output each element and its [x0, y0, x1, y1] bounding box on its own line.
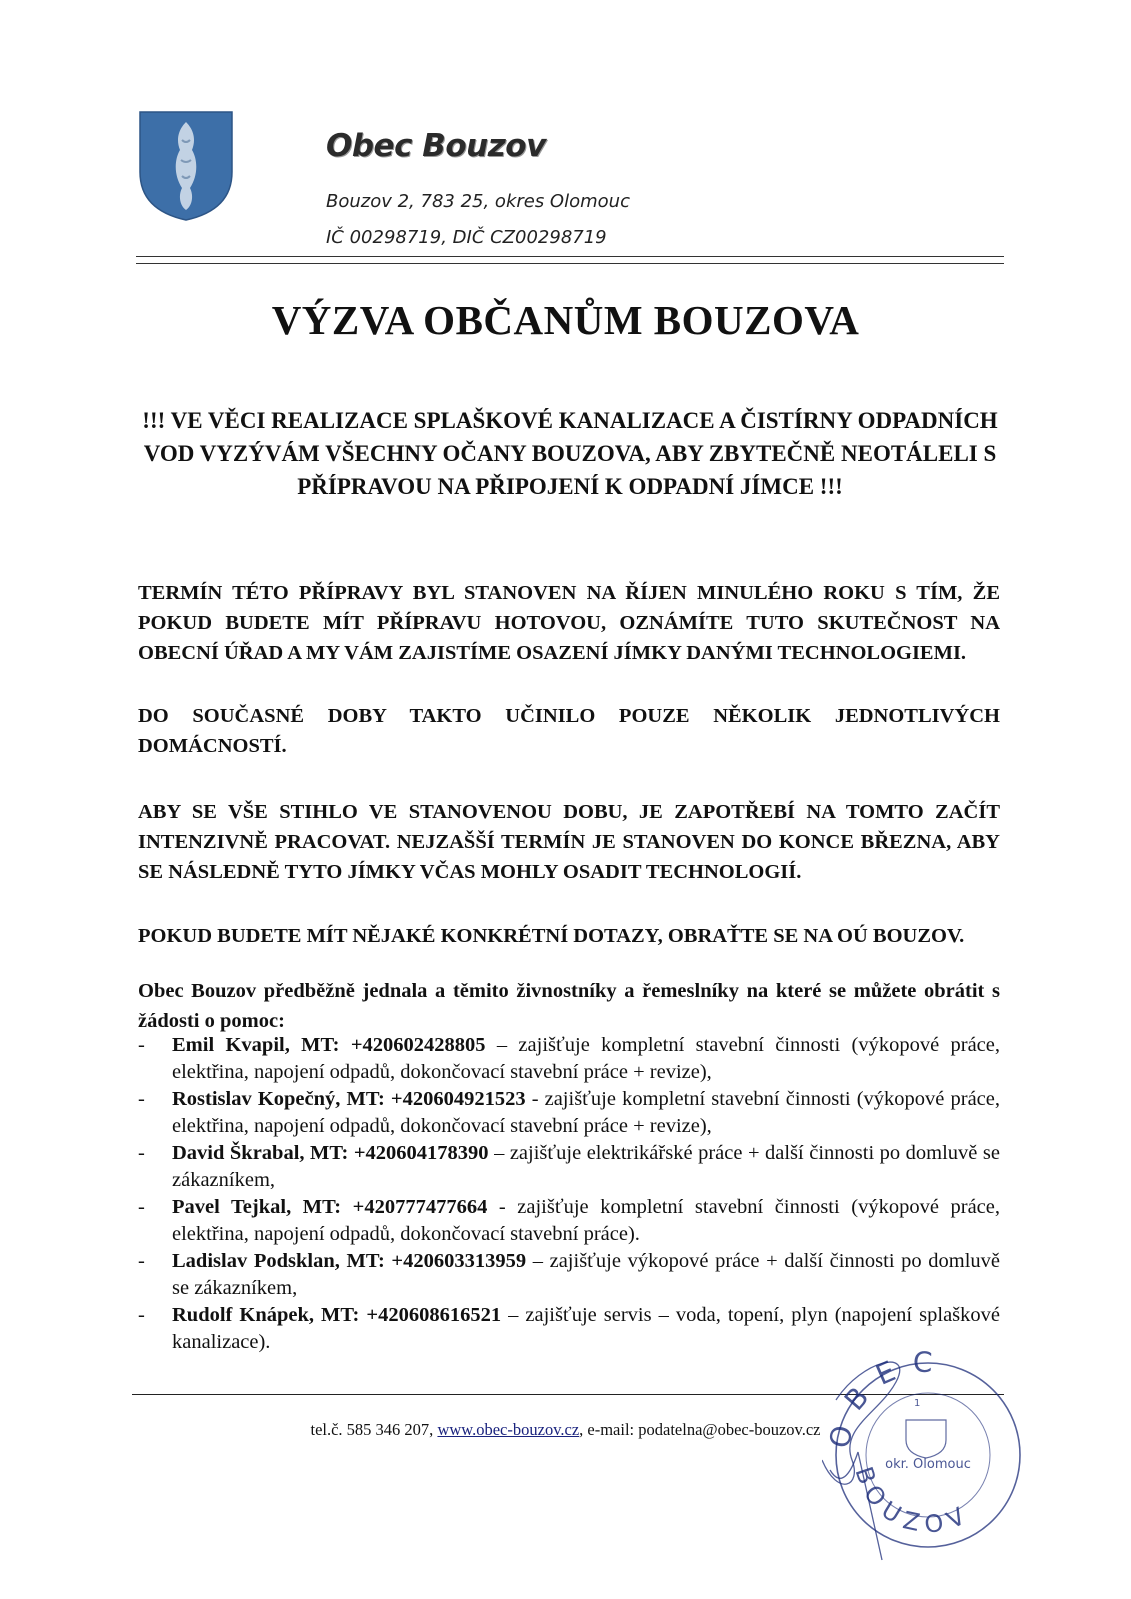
- list-item: [138, 1140, 1000, 1194]
- svg-text:OBEC: [822, 1346, 948, 1452]
- contractors-list: [138, 1032, 1000, 1356]
- contractor-services: – zajišťuje výkopové práce + další činnosti po domluvě se zákazníkem,: [172, 1250, 1000, 1299]
- contractor-contact: Rudolf Knápek, MT: +420608616521: [172, 1304, 502, 1326]
- page-title: VÝZVA OBČANŮM BOUZOVA: [271, 297, 860, 343]
- paragraph-contractors-intro: Obec Bouzov předběžně jednala a těmito živnostníky a řemeslníky na které se můžete obrátit s žádosti o pomoc:: [138, 980, 1000, 1032]
- org-address: Bouzov 2, 783 25, okres Olomouc: [326, 191, 630, 212]
- contractor-services: – zajišťuje elektrikářské práce + další činnosti po domluvě se zákazníkem,: [172, 1142, 1000, 1191]
- list-dash: -: [138, 1304, 145, 1326]
- contractor-contact: Rostislav Kopečný, MT: +420604921523: [172, 1088, 526, 1110]
- list-dash: -: [138, 1250, 145, 1272]
- contractor-contact: Emil Kvapil, MT: +420602428805: [172, 1034, 486, 1056]
- contractor-contact: David Škrabal, MT: +420604178390: [172, 1142, 489, 1164]
- contractor-contact: Ladislav Podsklan, MT: +420603313959: [172, 1250, 527, 1272]
- org-ids: IČ 00298719, DIČ CZ00298719: [326, 227, 607, 248]
- paragraph-status: DO SOUČASNÉ DOBY TAKTO UČINILO POUZE NĚKOLIK JEDNOTLIVÝCH DOMÁCNOSTÍ.: [138, 705, 1000, 757]
- appeal-text: !!! VE VĚCI REALIZACE SPLAŠKOVÉ KANALIZACE A ČISTÍRNY ODPADNÍCH VOD VYZÝVÁM VŠECHNY OČANY BOUZOVA, ABY ZBYTEČNĚ NEOTÁLELI S PŘÍPRAVOU NA PŘIPOJENÍ K ODPADNÍ JÍMCE !!!: [142, 408, 998, 499]
- coat-of-arms-logo: [138, 110, 234, 222]
- paragraph-deadline: TERMÍN TÉTO PŘÍPRAVY BYL STANOVEN NA ŘÍJEN MINULÉHO ROKU S TÍM, ŽE POKUD BUDETE MÍT PŘÍPRAVU HOTOVOU, OZNÁMÍTE TUTO SKUTEČNOST NA OBECNÍ ÚŘAD A MY VÁM ZAJISTÍME OSAZENÍ JÍMKY DANÝMI TECHNOLOGIEMI.: [138, 582, 1000, 664]
- list-item: [138, 1086, 1000, 1140]
- stamp-text-top: OBEC: [822, 1345, 949, 1452]
- footer-email: , e-mail: podatelna@obec-bouzov.cz: [579, 1420, 821, 1439]
- list-dash: -: [138, 1034, 145, 1056]
- list-item: [138, 1194, 1000, 1248]
- contractor-contact: Pavel Tejkal, MT: +420777477664: [172, 1196, 488, 1218]
- list-dash: -: [138, 1088, 145, 1110]
- list-dash: -: [138, 1142, 145, 1164]
- list-item: [138, 1032, 1000, 1086]
- stamp-number: 1: [914, 1398, 921, 1409]
- contractor-services: – zajišťuje kompletní stavební činnosti (výkopové práce, elektřina, napojení odpadů, dokončovací stavební práce + revize),: [172, 1034, 1000, 1083]
- official-stamp: [822, 1340, 1032, 1570]
- paragraph-urgency: ABY SE VŠE STIHLO VE STANOVENOU DOBU, JE ZAPOTŘEBÍ NA TOMTO ZAČÍT INTENZIVNĚ PRACOVAT. NEJZAŠŠÍ TERMÍN JE STANOVEN DO KONCE BŘEZNA, ABY SE NÁSLEDNĚ TYTO JÍMKY VČAS MOHLY OSADIT TECHNOLOGIÍ.: [138, 801, 1000, 883]
- stamp-text-bottom: BOUZOV: [849, 1463, 977, 1539]
- org-name: Obec Bouzov: [326, 128, 546, 164]
- list-item: [138, 1248, 1000, 1302]
- contractor-services: - zajišťuje kompletní stavební činnosti (výkopové práce, elektřina, napojení odpadů, dokončovací stavební práce).: [172, 1196, 1000, 1245]
- list-dash: -: [138, 1196, 145, 1218]
- header-divider: [136, 256, 1004, 264]
- paragraph-contact: POKUD BUDETE MÍT NĚJAKÉ KONKRÉTNÍ DOTAZY, OBRAŤTE SE NA OÚ BOUZOV.: [138, 925, 965, 947]
- contractor-services: – zajišťuje servis – voda, topení, plyn (napojení splaškové kanalizace).: [172, 1304, 1000, 1353]
- stamp-district: okr. Olomouc: [885, 1457, 971, 1472]
- website-link[interactable]: www.obec-bouzov.cz: [437, 1420, 580, 1439]
- footer-phone: tel.č. 585 346 207,: [310, 1420, 438, 1439]
- contractor-services: - zajišťuje kompletní stavební činnosti (výkopové práce, elektřina, napojení odpadů, dokončovací stavební práce + revize),: [172, 1088, 1000, 1137]
